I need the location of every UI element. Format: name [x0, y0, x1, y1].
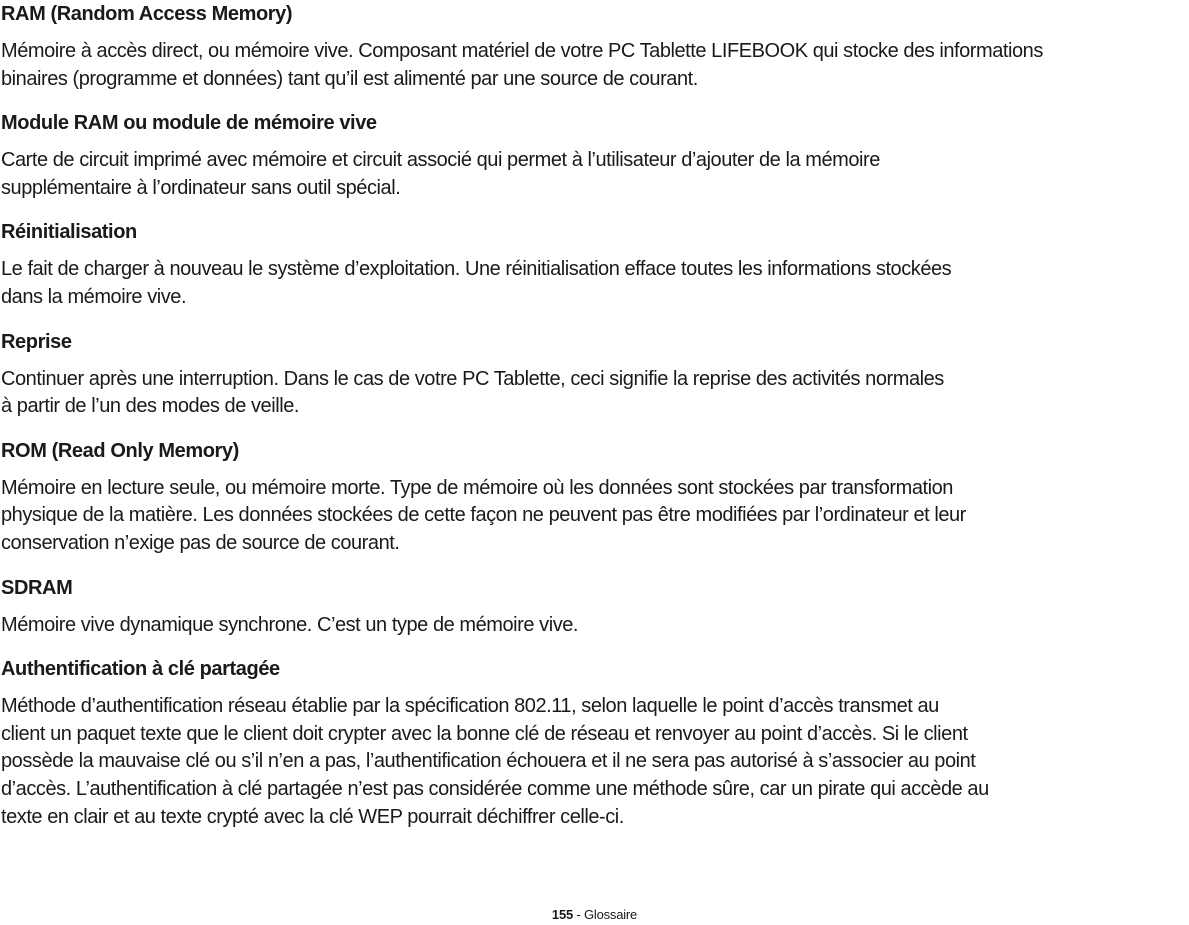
definition-line: client un paquet texte que le client doit crypter avec la bonne clé de réseau et renvoyer au point d’accès. Si le client — [1, 722, 968, 745]
glossary-term: Reprise — [1, 330, 72, 353]
glossary-entry — [1, 0, 1043, 93]
glossary-entry — [1, 328, 1043, 421]
glossary-entry — [1, 109, 1043, 202]
footer-section: Glossaire — [583, 907, 638, 922]
definition-line: Continuer après une interruption. Dans le cas de votre PC Tablette, ceci signifie la reprise des activités normales — [1, 367, 944, 390]
definition-line: supplémentaire à l’ordinateur sans outil spécial. — [1, 176, 401, 199]
glossary-content — [1, 0, 1043, 847]
definition-line: Mémoire en lecture seule, ou mémoire morte. Type de mémoire où les données sont stockées par transformation — [1, 476, 953, 499]
definition-line: à partir de l’un des modes de veille. — [1, 395, 299, 418]
glossary-term: Module RAM ou module de mémoire vive — [1, 112, 377, 135]
definition-line: possède la mauvaise clé ou s’il n’en a pas, l’authentification échouera et il ne sera pas autorisé à s’associer au point — [1, 750, 976, 773]
glossary-entry — [1, 574, 1043, 640]
glossary-term: SDRAM — [1, 576, 73, 599]
glossary-entry — [1, 655, 1043, 831]
definition-line: Mémoire à accès direct, ou mémoire vive. Composant matériel de votre PC Tablette LIFEBOOK qui stocke des informations — [1, 40, 1043, 62]
glossary-term: Authentification à clé partagée — [1, 658, 280, 681]
definition-line: d’accès. L’authentification à clé partagée n’est pas considérée comme une méthode sûre, car un pirate qui accède au — [1, 777, 989, 800]
definition-line: binaires (programme et données) tant qu’il est alimenté par une source de courant. — [1, 67, 698, 90]
definition-line: dans la mémoire vive. — [1, 285, 187, 308]
glossary-term: ROM (Read Only Memory) — [1, 439, 239, 462]
definition-line: conservation n’exige pas de source de courant. — [1, 531, 400, 554]
definition-line: texte en clair et au texte crypté avec la clé WEP pourrait déchiffrer celle-ci. — [1, 805, 624, 828]
definition-line: Méthode d’authentification réseau établie par la spécification 802.11, selon laquelle le point d’accès transmet au — [1, 695, 939, 718]
glossary-term: Réinitialisation — [1, 221, 137, 244]
page-footer — [0, 907, 1189, 922]
definition-line: Mémoire vive dynamique synchrone. C’est un type de mémoire vive. — [1, 613, 579, 636]
page-number: 155 — [551, 907, 574, 922]
glossary-entry — [1, 437, 1043, 558]
glossary-entry — [1, 218, 1043, 311]
definition-line: physique de la matière. Les données stockées de cette façon ne peuvent pas être modifiées par l’ordinateur et leur — [1, 504, 966, 527]
footer-separator: - — [573, 907, 584, 922]
definition-line: Carte de circuit imprimé avec mémoire et circuit associé qui permet à l’utilisateur d’ajouter de la mémoire — [1, 149, 880, 172]
definition-line: Le fait de charger à nouveau le système d’exploitation. Une réinitialisation efface toutes les informations stockées — [1, 258, 952, 281]
glossary-term: RAM (Random Access Memory) — [1, 3, 293, 25]
